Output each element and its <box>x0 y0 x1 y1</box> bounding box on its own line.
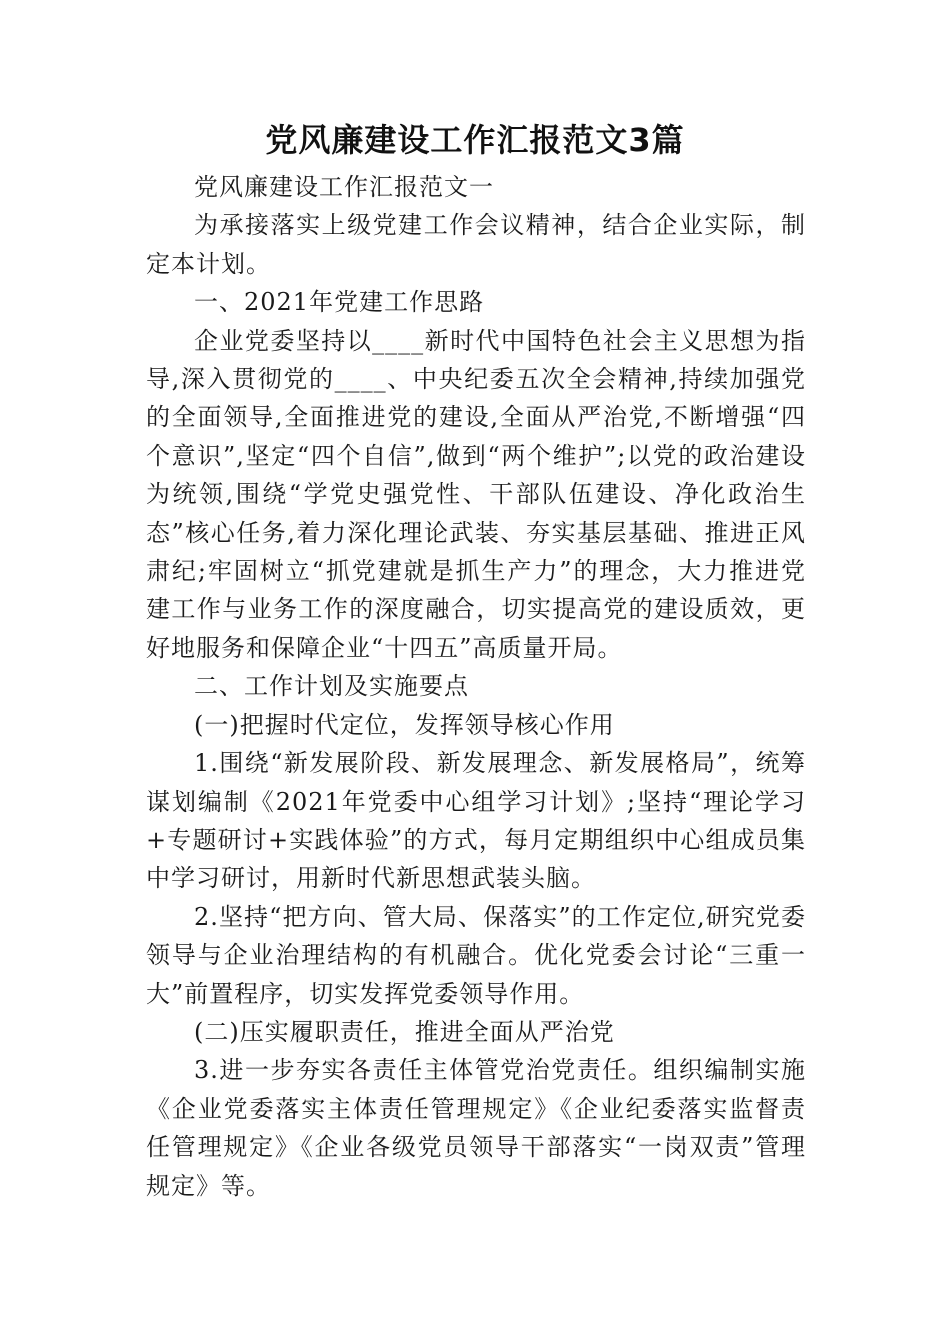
paragraph-item-2: 2.坚持“把方向、管大局、保落实”的工作定位,研究党委领导与企业治理结构的有机融合。优化党委会讨论“三重一大”前置程序，切实发挥党委领导作用。 <box>146 902 806 1008</box>
paragraph-thinking: 企业党委坚持以____新时代中国特色社会主义思想为指导,深入贯彻党的____、中央纪委五次全会精神,持续加强党的全面领导,全面推进党的建设,全面从严治党,不断增强“四个意识”,坚定“四个自信”,做到“两个维护”;以党的政治建设为统领,围绕“学党史强党性、干部队伍建设、净化政治生态”核心任务,着力深化理论武装、夯实基层基础、推进正风肃纪;牢固树立“抓党建就是抓生产力”的理念，大力推进党建工作与业务工作的深度融合，切实提高党的建设质效，更好地服务和保障企业“十四五”高质量开局。 <box>146 326 806 662</box>
document-body <box>146 168 806 1205</box>
paragraph-item-3: 3.进一步夯实各责任主体管党治党责任。组织编制实施《企业党委落实主体责任管理规定》《企业纪委落实监督责任管理规定》《企业各级党员领导干部落实“一岗双责”管理规定》等。 <box>146 1056 806 1200</box>
subsection-heading-1: (一)把握时代定位，发挥领导核心作用 <box>194 710 615 739</box>
paragraph-item-1: 1.围绕“新发展阶段、新发展理念、新发展格局”，统筹谋划编制《2021年党委中心组学习计划》;坚持“理论学习+专题研讨+实践体验”的方式，每月定期组织中心组成员集中学习研讨，用新时代新思想武装头脑。 <box>146 749 806 893</box>
paragraph-subtitle: 党风廉建设工作汇报范文一 <box>194 173 494 201</box>
document-title: 党风廉建设工作汇报范文3篇 <box>265 121 685 159</box>
section-heading-1: 一、2021年党建工作思路 <box>194 288 485 317</box>
paragraph-intro: 为承接落实上级党建工作会议精神，结合企业实际，制定本计划。 <box>146 211 806 278</box>
section-heading-2: 二、工作计划及实施要点 <box>194 672 469 701</box>
subsection-heading-2: (二)压实履职责任，推进全面从严治党 <box>194 1017 615 1046</box>
